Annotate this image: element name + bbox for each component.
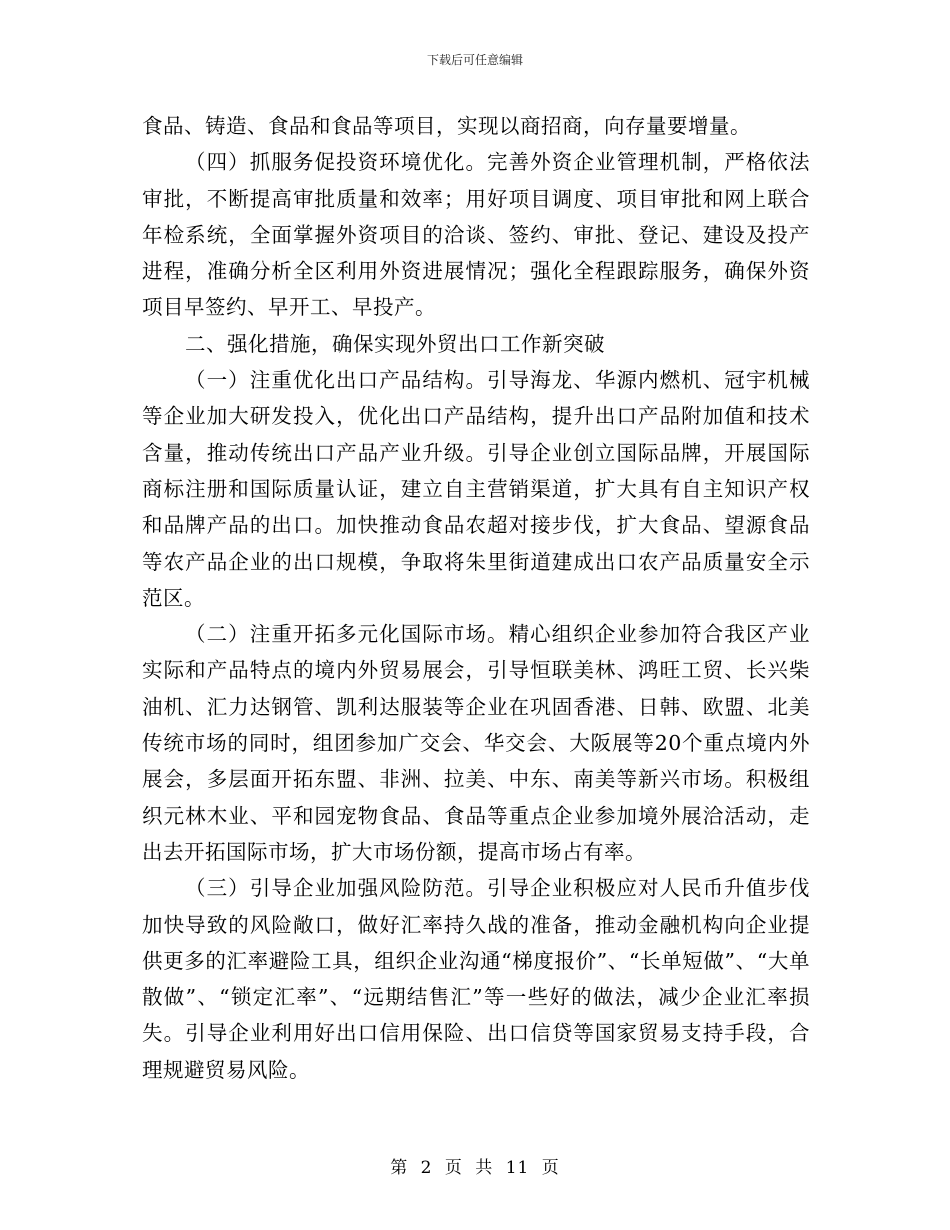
paragraph-section-3: （三）引导企业加强风险防范。引导企业积极应对人民币升值步伐加快导致的风险敞口，做好汇率持久战的准备，推动金融机构向企业提供更多的汇率避险工具，组织企业沟通“梯度报价”、“长单短做”、“大单散做”、“锁定汇率”、“远期结售汇”等一些好的做法，减少企业汇率损失。引导企业利用好出口信用保险、出口信贷等国家贸易支持手段，合理规避贸易风险。: [142, 876, 810, 1082]
page-header: 下载后可任意编辑: [426, 53, 523, 67]
paragraph-section-1: （一）注重优化出口产品结构。引导海龙、华源内燃机、冠宇机械等企业加大研发投入，优化出口产品结构，提升出口产品附加值和技术含量，推动传统出口产品产业升级。引导企业创立国际品牌，开展国际商标注册和国际质量认证，建立自主营销渠道，扩大具有自主知识产权和品牌产品的出口。加快推动食品农超对接步伐，扩大食品、望源食品等农产品企业的出口规模，争取将朱里街道建成出口农产品质量安全示范区。: [142, 368, 810, 610]
paragraph-continuation: 食品、铸造、食品和食品等项目，实现以商招商，向存量要增量。: [142, 114, 751, 138]
paragraph-section-2: （二）注重开拓多元化国际市场。精心组织企业参加符合我区产业实际和产品特点的境内外贸易展会，引导恒联美林、鸿旺工贸、长兴柴油机、汇力达钢管、凯利达服装等企业在巩固香港、日韩、欧盟、北美传统市场的同时，组团参加广交会、华交会、大阪展等20个重点境内外展会，多层面开拓东盟、非洲、拉美、中东、南美等新兴市场。积极组织元林木业、平和园宠物食品、食品等重点企业参加境外展洽活动，走出去开拓国际市场，扩大市场份额，提高市场占有率。: [142, 622, 810, 864]
page-number-footer: 第 2 页 共 11 页: [390, 1158, 560, 1178]
paragraph-section-4: （四）抓服务促投资环境优化。完善外资企业管理机制，严格依法审批，不断提高审批质量和效率；用好项目调度、项目审批和网上联合年检系统，全面掌握外资项目的洽谈、签约、审批、登记、建设及投产进程，准确分析全区利用外资进展情况；强化全程跟踪服务，确保外资项目早签约、早开工、早投产。: [142, 150, 810, 320]
section-heading: 二、强化措施，确保实现外贸出口工作新突破: [185, 331, 606, 356]
document-body: [142, 108, 810, 1088]
